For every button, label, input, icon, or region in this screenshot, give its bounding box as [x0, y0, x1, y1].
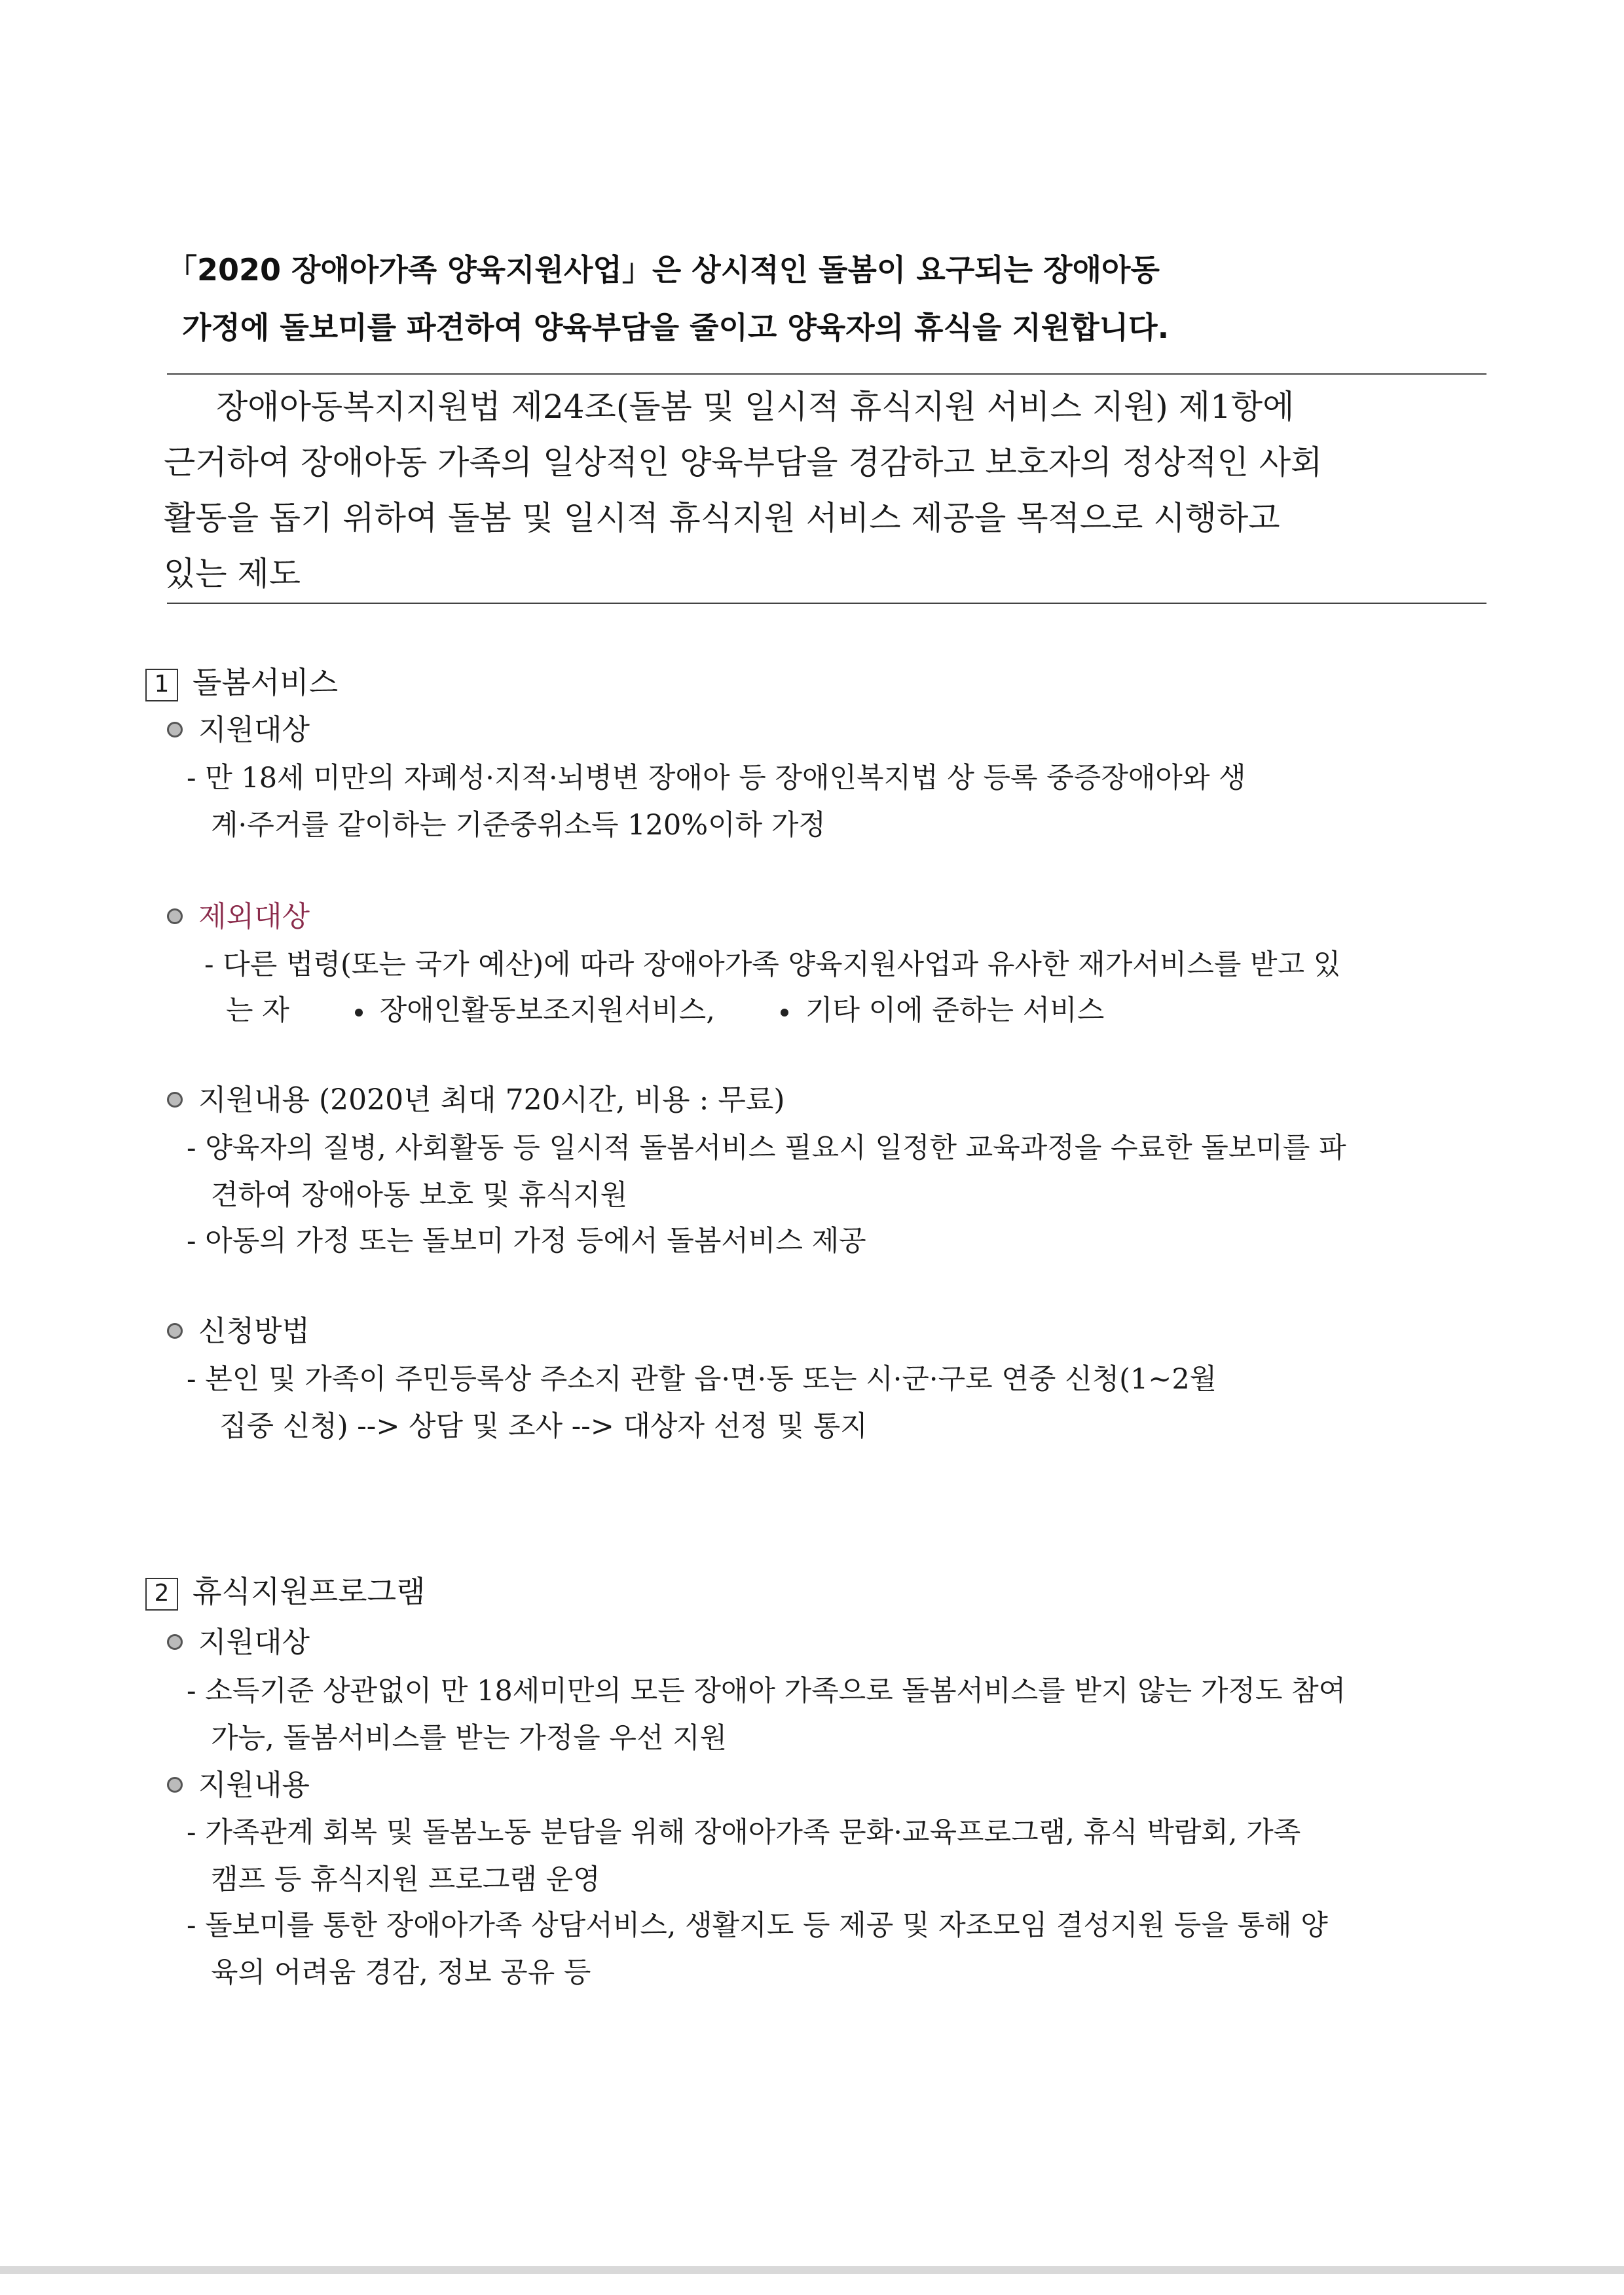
section-1-target-heading-text: 지원대상 — [198, 713, 310, 747]
headline-line-2: 가정에 돌보미를 파견하여 양육부담을 줄이고 양육자의 휴식을 지원합니다. — [182, 310, 1170, 345]
section-2-content-heading — [167, 1766, 310, 1805]
section-2-content-line-4: 육의 어려움 경감, 정보 공유 등 — [211, 1956, 591, 1989]
section-2-target-heading — [167, 1623, 310, 1662]
section-1-content-line-3: - 아동의 가정 또는 돌보미 가정 등에서 돌봄서비스 제공 — [187, 1225, 866, 1258]
section-2-content-heading-text: 지원내용 — [198, 1768, 310, 1802]
section-1-apply-line-2: 집중 신청) --> 상담 및 조사 --> 대상자 선정 및 통지 — [219, 1410, 868, 1443]
section-1-target-line-1: - 만 18세 미만의 자폐성·지적·뇌병변 장애아 등 장애인복지법 상 등록 중증장애아와 생 — [187, 762, 1246, 794]
bullet-dot-icon — [355, 1009, 363, 1017]
section-1-exclusion-line-1: - 다른 법령(또는 국가 예산)에 따라 장애아가족 양육지원사업과 유사한 재가서비스를 받고 있 — [204, 948, 1341, 981]
section-2-title — [145, 1572, 426, 1611]
section-1-exclusion-heading-text: 제외대상 — [198, 900, 310, 933]
section-1-content-line-2: 견하여 장애아동 보호 및 휴식지원 — [211, 1179, 628, 1212]
bottom-divider — [167, 603, 1486, 604]
section-1-exclusion-heading — [167, 897, 310, 937]
section-1-target-line-2: 계·주거를 같이하는 기준중위소득 120%이하 가정 — [211, 809, 826, 842]
circle-bullet-icon — [167, 1634, 183, 1650]
section-2-target-line-1: - 소득기준 상관없이 만 18세미만의 모든 장애아 가족으로 돌봄서비스를 받지 않는 가정도 참여 — [187, 1675, 1346, 1707]
exclusion-item-1: 장애인활동보조지원서비스, — [379, 994, 715, 1027]
section-1-title — [145, 663, 338, 702]
section-1-content-line-1: - 양육자의 질병, 사회활동 등 일시적 돌봄서비스 필요시 일정한 교육과정을 수료한 돌보미를 파 — [187, 1132, 1346, 1165]
bullet-dot-icon — [781, 1009, 788, 1017]
section-2-content-line-3: - 돌보미를 통한 장애아가족 상담서비스, 생활지도 등 제공 및 자조모임 결성지원 등을 통해 양 — [187, 1909, 1328, 1942]
circle-bullet-icon — [167, 1777, 183, 1793]
circle-bullet-icon — [167, 722, 183, 737]
section-2-number: 2 — [145, 1578, 178, 1611]
intro-line-1: 장애아동복지지원법 제24조(돌봄 및 일시적 휴식지원 서비스 지원) 제1항에 — [216, 388, 1295, 426]
section-1-number: 1 — [145, 669, 178, 701]
section-1-target-heading — [167, 711, 310, 750]
top-divider — [167, 373, 1486, 375]
section-1-apply-heading — [167, 1312, 310, 1351]
section-1-exclusion-line-2 — [226, 991, 1104, 1030]
exclusion-item-2: 기타 이에 준하는 서비스 — [805, 994, 1105, 1027]
circle-bullet-icon — [167, 1092, 183, 1108]
section-2-content-line-2: 캠프 등 휴식지원 프로그램 운영 — [211, 1863, 600, 1896]
circle-bullet-icon — [167, 908, 183, 924]
scan-bottom-edge — [0, 2266, 1624, 2274]
section-2-content-line-1: - 가족관계 회복 및 돌봄노동 분담을 위해 장애아가족 문화·교육프로그램, 휴식 박람회, 가족 — [187, 1816, 1301, 1849]
section-1-content-heading-text: 지원내용 (2020년 최대 720시간, 비용 : 무료) — [198, 1083, 785, 1117]
section-2-target-line-2: 가능, 돌봄서비스를 받는 가정을 우선 지원 — [211, 1722, 728, 1755]
section-2-target-heading-text: 지원대상 — [198, 1626, 310, 1659]
section-2-title-text: 휴식지원프로그램 — [193, 1574, 426, 1609]
section-1-apply-line-1: - 본인 및 가족이 주민등록상 주소지 관할 읍·면·동 또는 시·군·구로 연중 신청(1~2월 — [187, 1363, 1217, 1396]
section-1-content-heading — [167, 1081, 785, 1120]
section-1-title-text: 돌봄서비스 — [193, 665, 339, 700]
intro-line-2: 근거하여 장애아동 가족의 일상적인 양육부담을 경감하고 보호자의 정상적인 사회 — [164, 443, 1323, 481]
circle-bullet-icon — [167, 1323, 183, 1339]
exclusion-line-2-prefix: 는 자 — [226, 994, 289, 1027]
section-1-apply-heading-text: 신청방법 — [198, 1315, 310, 1348]
intro-line-3: 활동을 돕기 위하여 돌봄 및 일시적 휴식지원 서비스 제공을 목적으로 시행하고 — [164, 499, 1280, 537]
headline-line-1: 「2020 장애아가족 양육지원사업」은 상시적인 돌봄이 요구되는 장애아동 — [167, 252, 1160, 288]
intro-line-4: 있는 제도 — [164, 555, 301, 593]
